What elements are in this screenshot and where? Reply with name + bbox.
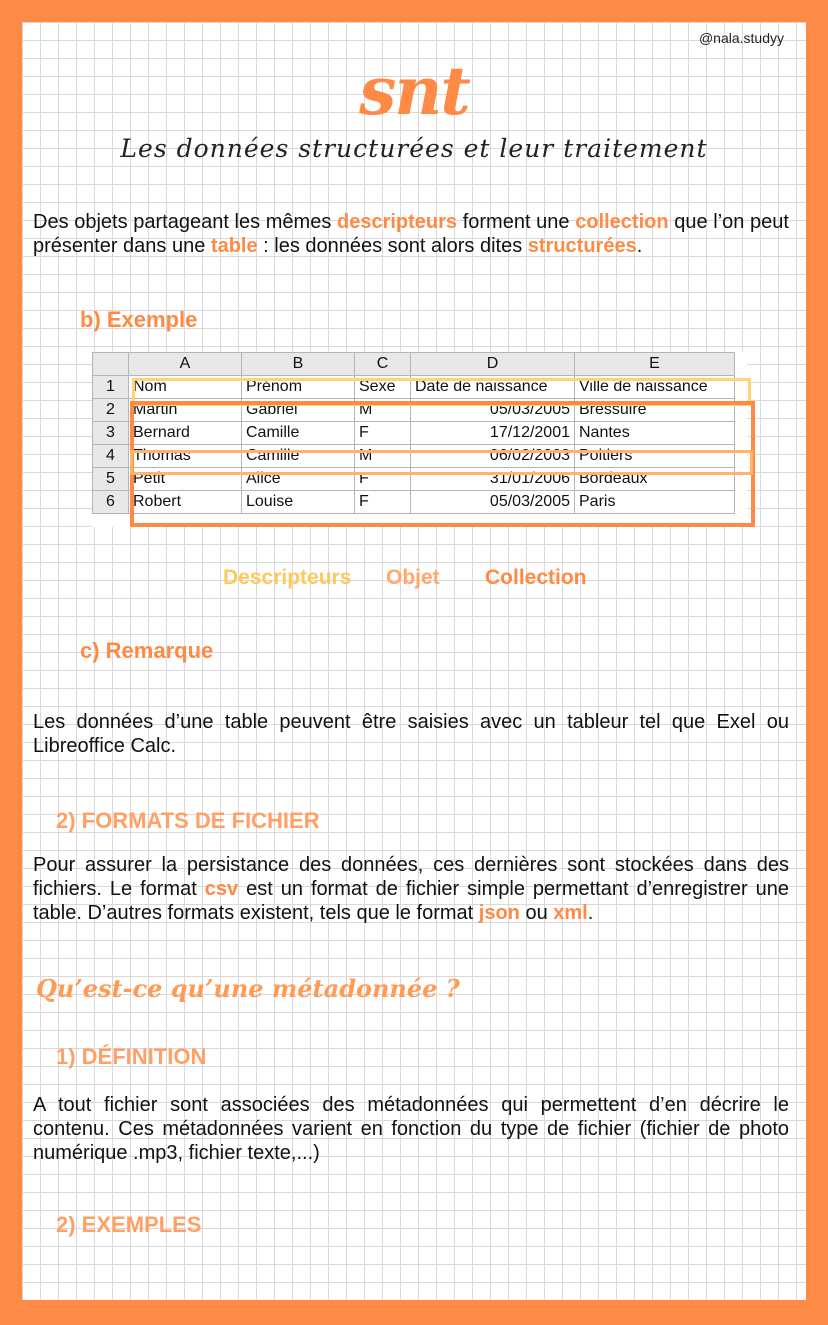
metadata-question: Qu’est-ce qu’une métadonnée ? [36,974,460,1003]
table-cell: 17/12/2001 [411,422,575,445]
table-cell: Ville de naissance [575,376,735,399]
column-letter: B [242,353,355,376]
table-cell: Robert [129,491,242,514]
table-cell: Camille [242,422,355,445]
table-cell: 06/02/2003 [411,445,575,468]
row-number: 4 [93,445,129,468]
note-page [22,22,806,1300]
table-cell: M [355,445,411,468]
remark-paragraph: Les données d’une table peuvent être saisies avec un tableur tel que Exel ou Libreoffice Calc. [33,711,789,757]
author-handle: @nala.studyy [698,30,784,46]
column-letter: E [575,353,735,376]
table-cell: Prénom [242,376,355,399]
intro-paragraph [33,210,789,258]
table-cell: 05/03/2005 [411,491,575,514]
formats-heading: 2) FORMATS DE FICHIER [56,808,320,833]
legend-collection: Collection [485,566,587,589]
table-cell: Martin [129,399,242,422]
intro-text-2: forment une [457,211,576,233]
keyword-collection: collection [575,211,669,233]
section-b-heading: b) Exemple [80,307,198,332]
page-subtitle: Les données structurées et leur traitement [120,134,708,163]
table-cell: Bressuire [575,399,735,422]
section-c-heading: c) Remarque [80,638,214,663]
column-letter: A [129,353,242,376]
legend-objet: Objet [386,566,440,589]
legend-descripteurs: Descripteurs [223,566,352,589]
row-number: 3 [93,422,129,445]
keyword-descripteurs: descripteurs [337,211,458,233]
row-number: 1 [93,376,129,399]
definition-paragraph: A tout fichier sont associées des métadonnées qui permettent d’en décrire le contenu. Ces métadonnées varient en fonction du type de fichier (fichier de photo numérique .mp3, fichier texte,...) [33,1094,789,1164]
table-cell: Gabriel [242,399,355,422]
table-cell: 05/03/2005 [411,399,575,422]
formats-text-4: . [587,902,594,924]
table-cell: Paris [575,491,735,514]
column-letter: D [411,353,575,376]
formats-text-1: Pour assurer la persistance des données, ces dernières sont stockées dans des fichiers. Le format [33,854,789,900]
table-cell: Nom [129,376,242,399]
intro-text-4: : les données sont alors dites [257,235,528,257]
table-cell: Thomas [129,445,242,468]
table-cell: Alice [242,468,355,491]
corner-cell [93,353,129,376]
object-highlight-frame [130,450,753,475]
page-logo: snt [359,52,469,130]
intro-text-1: Des objets partageant les mêmes [33,211,337,233]
table-cell: Nantes [575,422,735,445]
keyword-table: table [210,235,258,257]
intro-text-3: que l’on peut présenter dans une [33,211,789,257]
intro-text-5: . [636,235,643,257]
column-letter: C [355,353,411,376]
table-cell: F [355,422,411,445]
table-cell: Poitiers [575,445,735,468]
table-cell: Sexe [355,376,411,399]
table-cell: Bernard [129,422,242,445]
table-cell: Petit [129,468,242,491]
formats-text-2: est un format de fichier simple permettant d’enregistrer une table. D’autres formats existent, tels que le format [33,878,789,924]
definition-heading: 1) DÉFINITION [56,1044,207,1069]
legend [22,566,806,596]
column-header-row [93,353,735,376]
table-cell: F [355,468,411,491]
row-number: 6 [93,491,129,514]
table-cell: M [355,399,411,422]
table-cell: F [355,491,411,514]
keyword-json: json [478,902,520,924]
row-number: 5 [93,468,129,491]
examples-heading: 2) EXEMPLES [56,1212,202,1237]
keyword-structurees: structurées [527,235,637,257]
keyword-csv: csv [204,878,239,900]
formats-paragraph [33,853,789,925]
formats-text-3: ou [519,902,554,924]
row-number: 2 [93,399,129,422]
table-cell: Louise [242,491,355,514]
table-cell: Bordeaux [575,468,735,491]
table-cell: 31/01/2006 [411,468,575,491]
table-cell: Date de naissance [411,376,575,399]
table-cell: Camille [242,445,355,468]
keyword-xml: xml [553,902,588,924]
